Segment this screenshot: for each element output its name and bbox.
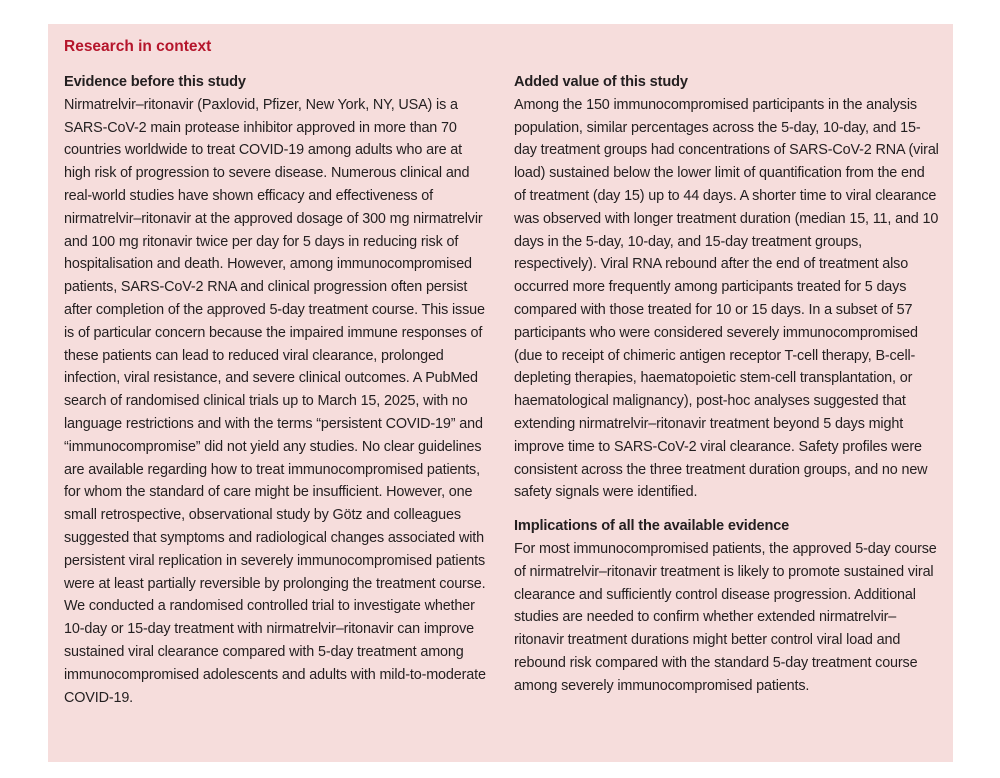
evidence-before-text: Nirmatrelvir–ritonavir (Paxlovid, Pfizer, New York, NY, USA) is a SARS-CoV-2 main protease inhibitor approved in more than 70 countries worldwide to treat COVID-19 among adults who are at high risk of progression to severe disease. Numerous clinical and real-world studies have shown efficacy and effectiveness of nirmatrelvir–ritonavir at the approved dosage of 300 mg nirmatrelvir and 100 mg ritonavir twice per day for 5 days in reducing risk of hospitalisation and death. However, among immunocompromised patients, SARS-CoV-2 RNA and clinical progression often persist after completion of the approved 5-day treatment course. This issue is of particular concern because the impaired immune responses of these patients can lead to reduced viral clearance, prolonged infection, viral resistance, and severe clinical outcomes. A PubMed search of randomised clinical trials up to March 15, 2025, with no language restrictions and with the terms “persistent COVID-19” and “immunocompromise” did not yield any studies. No clear guidelines are available regarding how to treat immunocompromised patients, for whom the standard of care might be insufficient. However, one small retrospective, observational study by Götz and colleagues suggested that symptoms and radiological changes associated with persistent viral replication in severely immunocompromised patients were at least partially reversible by prolonging the treatment course. We conducted a randomised controlled trial to investigate whether 10-day or 15-day treatment with nirmatrelvir–ritonavir can improve sustained viral clearance compared with 5-day treatment among immunocompromised adolescents and adults with mild-to-moderate COVID-19. xyxy=(64,96,486,706)
left-column xyxy=(64,71,492,709)
research-in-context-panel xyxy=(48,24,953,762)
right-column xyxy=(514,71,939,698)
panel-title: Research in context xyxy=(64,38,212,55)
evidence-before-heading: Evidence before this study xyxy=(64,74,246,90)
added-value-text: Among the 150 immunocompromised participants in the analysis population, similar percentages across the 5-day, 10-day, and 15-day treatment groups had concentrations of SARS-CoV-2 RNA (viral load) sustained below the lower limit of quantification from the end of treatment (day 15) up to 44 days. A shorter time to viral clearance was observed with longer treatment duration (median 15, 11, and 10 days in the 5-day, 10-day, and 15-day treatment groups, respectively). Viral RNA rebound after the end of treatment also occurred more frequently among participants treated for 5 days compared with those treated for 10 or 15 days. In a subset of 57 participants who were considered severely immunocompromised (due to receipt of chimeric antigen receptor T-cell therapy, B-cell-depleting therapies, haematopoietic stem-cell transplantation, or haematological malignancy), post-hoc analyses suggested that extending nirmatrelvir–ritonavir treatment beyond 5 days might improve time to SARS-CoV-2 viral clearance. Safety profiles were consistent across the three treatment duration groups, and no new safety signals were identified. xyxy=(514,96,939,501)
implications-text: For most immunocompromised patients, the approved 5-day course of nirmatrelvir–ritonavir treatment is likely to promote sustained viral clearance and sufficiently control disease progression. Additional studies are needed to confirm whether extended nirmatrelvir–ritonavir treatment durations might better control viral load and rebound risk compared with the standard 5-day treatment course among severely immunocompromised patients. xyxy=(514,540,937,694)
added-value-heading: Added value of this study xyxy=(514,74,688,90)
section-spacer xyxy=(514,504,939,515)
implications-heading: Implications of all the available evidence xyxy=(514,518,790,535)
